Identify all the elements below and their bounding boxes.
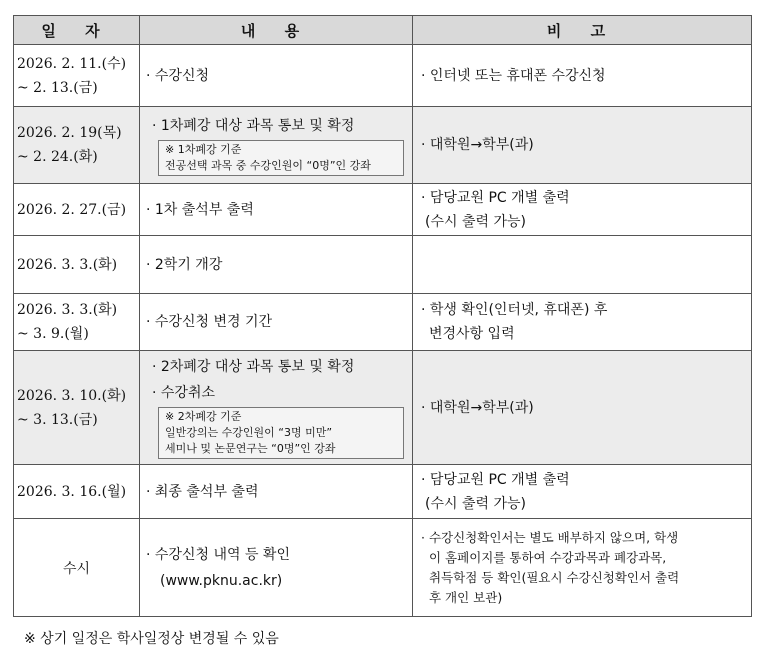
- note-line: 세미나 및 논문연구는 “0명”인 강좌: [165, 442, 336, 455]
- date-line: ~ 2. 13.(금): [17, 79, 98, 96]
- date-line: 2026. 3. 16.(월): [17, 483, 127, 500]
- criteria-note: [158, 140, 404, 176]
- date-line: ~ 3. 13.(금): [17, 411, 98, 428]
- header-row: [14, 16, 752, 45]
- remark-line: · 담당교원 PC 개별 출력: [421, 471, 570, 488]
- remark-line: 변경사항 입력: [429, 326, 515, 342]
- date-line: ~ 3. 9.(월): [17, 326, 89, 342]
- date-cell: [14, 465, 140, 519]
- content-line: · 수강신청 내역 등 확인: [146, 546, 290, 563]
- content-line: · 1차폐강 대상 과목 통보 및 확정: [152, 117, 355, 134]
- remark-cell: [413, 107, 752, 184]
- table-row: [14, 45, 752, 107]
- date-line: 수시: [62, 560, 91, 577]
- date-line: ~ 2. 24.(화): [17, 149, 98, 165]
- remark-line: (수시 출력 가능): [425, 495, 526, 512]
- date-cell: [14, 351, 140, 465]
- note-line: 일반강의는 수강인원이 “3명 미만”: [165, 426, 333, 439]
- date-cell: [14, 294, 140, 351]
- remark-line: · 담당교원 PC 개별 출력: [421, 189, 570, 206]
- date-cell: [14, 107, 140, 184]
- content-cell: [140, 236, 413, 294]
- note-line: ※ 1차폐강 기준: [165, 142, 242, 156]
- date-line: 2026. 3. 3.(화): [17, 256, 118, 273]
- content-cell: [140, 351, 413, 465]
- content-cell: [140, 465, 413, 519]
- remark-line: · 학생 확인(인터넷, 휴대폰) 후: [421, 302, 608, 318]
- footer-note: ※ 상기 일정은 학사일정상 변경될 수 있음: [24, 631, 279, 647]
- remark-cell: [413, 184, 752, 236]
- remark-cell: [413, 465, 752, 519]
- table-row: [14, 236, 752, 294]
- remark-cell: [413, 519, 752, 617]
- content-cell: [140, 519, 413, 617]
- criteria-note: [158, 407, 404, 459]
- content-line: (www.pknu.ac.kr): [160, 572, 283, 589]
- schedule-table: [13, 15, 752, 617]
- remark-line: (수시 출력 가능): [425, 213, 526, 230]
- table-row: [14, 294, 752, 351]
- remark-line: 후 개인 보관): [429, 589, 503, 605]
- date-line: 2026. 2. 27.(금): [17, 201, 127, 218]
- remark-line: 취득학점 등 확인(필요시 수강신청확인서 출력: [429, 569, 680, 585]
- date-line: 2026. 3. 10.(화): [17, 387, 127, 404]
- remark-line: · 대학원→학부(과): [421, 399, 534, 416]
- date-line: 2026. 2. 19(목): [17, 125, 122, 141]
- table-row: [14, 184, 752, 236]
- note-line: ※ 2차폐강 기준: [165, 410, 242, 423]
- table-row: [14, 465, 752, 519]
- header-remark: 비 고: [413, 16, 752, 45]
- header-content: 내 용: [140, 16, 413, 45]
- content-line: · 최종 출석부 출력: [146, 483, 259, 500]
- remark-line: 이 홈페이지를 통하여 수강과목과 폐강과목,: [429, 549, 667, 565]
- date-cell: [14, 519, 140, 617]
- remark-cell: [413, 236, 752, 294]
- content-line: · 수강취소: [152, 385, 215, 401]
- remark-line: · 대학원→학부(과): [421, 137, 534, 153]
- date-line: 2026. 3. 3.(화): [17, 302, 118, 318]
- remark-cell: [413, 351, 752, 465]
- table-row: [14, 519, 752, 617]
- content-line: · 1차 출석부 출력: [146, 201, 254, 218]
- table-row: [14, 107, 752, 184]
- table-row: [14, 351, 752, 465]
- remark-line: · 수강신청확인서는 별도 배부하지 않으며, 학생: [421, 529, 679, 545]
- content-cell: [140, 184, 413, 236]
- content-line: · 수강신청: [146, 67, 209, 84]
- content-line: · 2학기 개강: [146, 256, 223, 273]
- date-cell: [14, 236, 140, 294]
- date-line: 2026. 2. 11.(수): [17, 55, 127, 72]
- content-line: · 수강신청 변경 기간: [146, 314, 272, 330]
- header-date: 일 자: [14, 16, 140, 45]
- note-line: 전공선택 과목 중 수강인원이 “0명”인 강좌: [165, 158, 371, 172]
- remark-cell: [413, 294, 752, 351]
- remark-line: · 인터넷 또는 휴대폰 수강신청: [421, 67, 606, 84]
- content-line: · 2차폐강 대상 과목 통보 및 확정: [152, 359, 355, 375]
- date-cell: [14, 184, 140, 236]
- remark-cell: [413, 45, 752, 107]
- date-cell: [14, 45, 140, 107]
- content-cell: [140, 45, 413, 107]
- content-cell: [140, 294, 413, 351]
- content-cell: [140, 107, 413, 184]
